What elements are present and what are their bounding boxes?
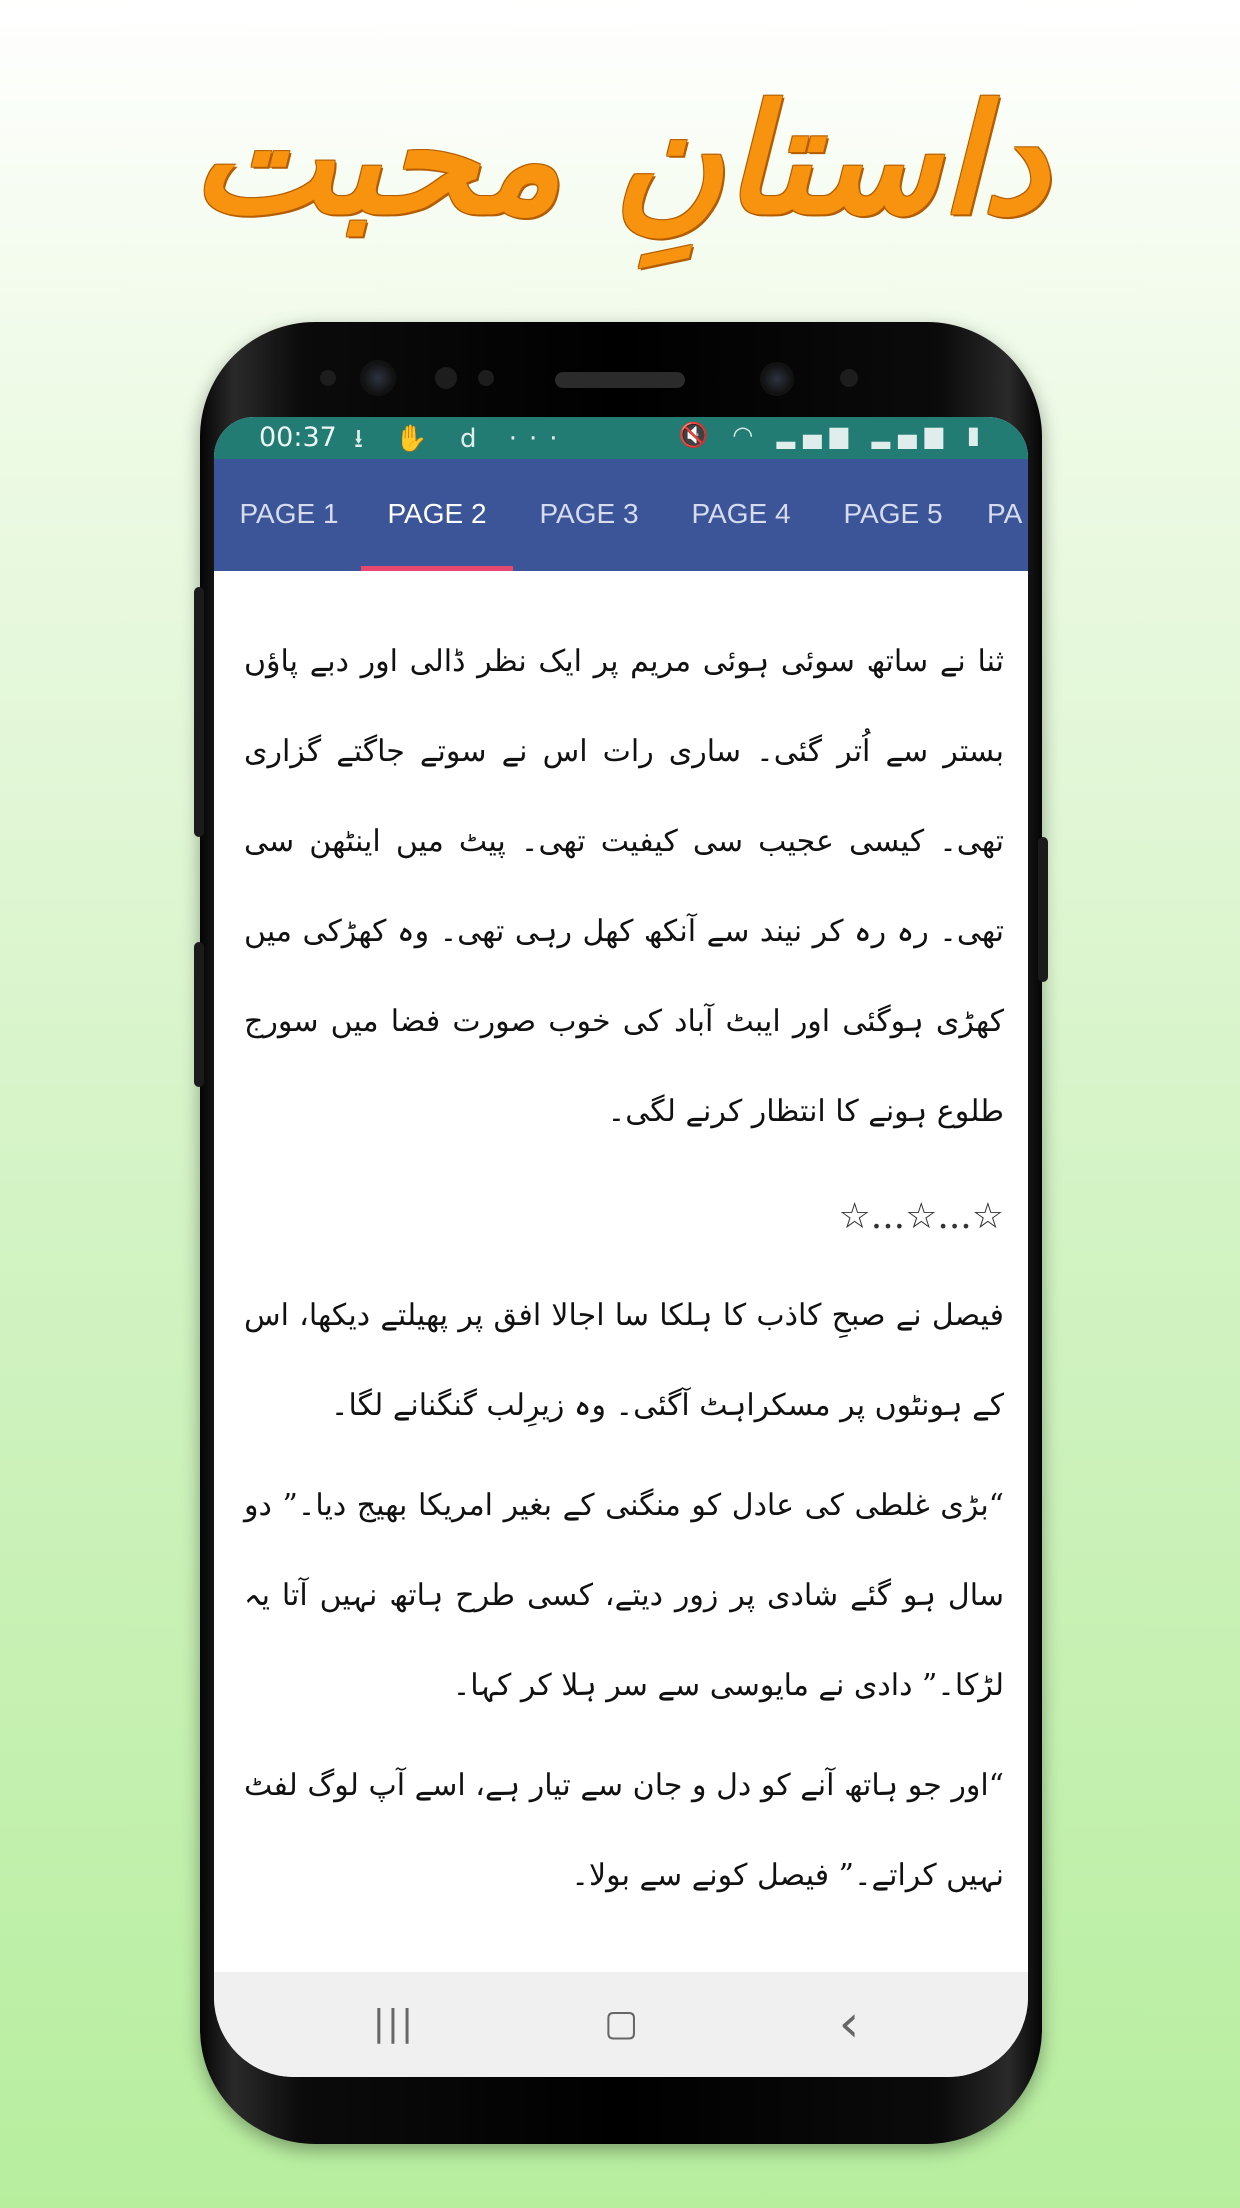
back-button[interactable]: ‹ — [838, 1994, 860, 2054]
home-button[interactable]: ▢ — [603, 2003, 638, 2044]
volume-button — [194, 587, 204, 837]
light-sensor — [435, 367, 457, 389]
bixby-button — [194, 942, 204, 1087]
page-tab-bar — [214, 459, 1028, 571]
proximity-sensor — [320, 370, 336, 386]
recents-button[interactable]: ||| — [372, 2003, 416, 2044]
tab-page-1[interactable]: PAGE 1 — [239, 498, 339, 529]
tab-page-5[interactable]: PAGE 5 — [843, 498, 943, 529]
promo-title: داستانِ محبت — [191, 72, 1049, 248]
power-button — [1038, 837, 1048, 982]
notification-icons: ⭳ ✋ d ··· — [354, 424, 570, 454]
story-paragraph: فیصل نے صبحِ کاذب کا ہلکا سا اجالا افق پر پھیلتے دیکھا، اس کے ہونٹوں پر مسکراہٹ آگئی۔ وہ زیرِلب گنگنانے لگا۔ — [244, 1298, 1004, 1423]
story-content — [244, 617, 1004, 1931]
section-divider-stars: ☆...☆...☆ — [838, 1196, 1004, 1237]
tab-page-6[interactable]: PA — [987, 498, 1023, 529]
sensor-dot — [840, 369, 858, 387]
phone-screen — [214, 417, 1028, 2077]
status-bar — [214, 417, 1028, 459]
front-camera — [760, 362, 794, 396]
active-tab-indicator — [361, 566, 513, 571]
story-paragraph: ثنا نے ساتھ سوئی ہوئی مریم پر ایک نظر ڈالی اور دبے پاؤں بستر سے اُتر گئی۔ ساری رات اس نے سوتے جاگتے گزاری تھی۔ کیسی عجیب سی کیفیت تھی۔ پیٹ میں اینٹھن سی تھی۔ رہ رہ کر نیند سے آنکھ کھل رہی تھی۔ وہ کھڑکی میں کھڑی ہوگئی اور ایبٹ آباد کی خوب صورت فضا میں سورج طلوع ہونے کا انتظار کرنے لگی۔ — [244, 644, 1004, 1129]
tab-page-3[interactable]: PAGE 3 — [539, 498, 639, 529]
iris-camera — [360, 360, 396, 396]
earpiece-speaker — [555, 372, 685, 388]
story-paragraph: “اور جو ہاتھ آنے کو دل و جان سے تیار ہے، اسے آپ لوگ لفٹ نہیں کراتے۔” فیصل کونے سے بولا۔ — [244, 1768, 1004, 1893]
tab-page-4[interactable]: PAGE 4 — [691, 498, 791, 529]
phone-frame — [200, 322, 1042, 2144]
system-status-icons: 🔇 ◠ ▂▄▆ ▂▄▆ ▮ — [678, 421, 988, 449]
story-paragraph: “بڑی غلطی کی عادل کو منگنی کے بغیر امریکا بھیج دیا۔” دو سال ہو گئے شادی پر زور دیتے، کسی طرح ہاتھ نہیں آتا یہ لڑکا۔” دادی نے مایوسی سے سر ہلا کر کہا۔ — [244, 1488, 1004, 1703]
sensor-dot — [478, 370, 494, 386]
tab-page-2[interactable]: PAGE 2 — [387, 498, 487, 529]
system-navigation-bar — [214, 1972, 1028, 2077]
status-time: 00:37 — [259, 422, 337, 453]
